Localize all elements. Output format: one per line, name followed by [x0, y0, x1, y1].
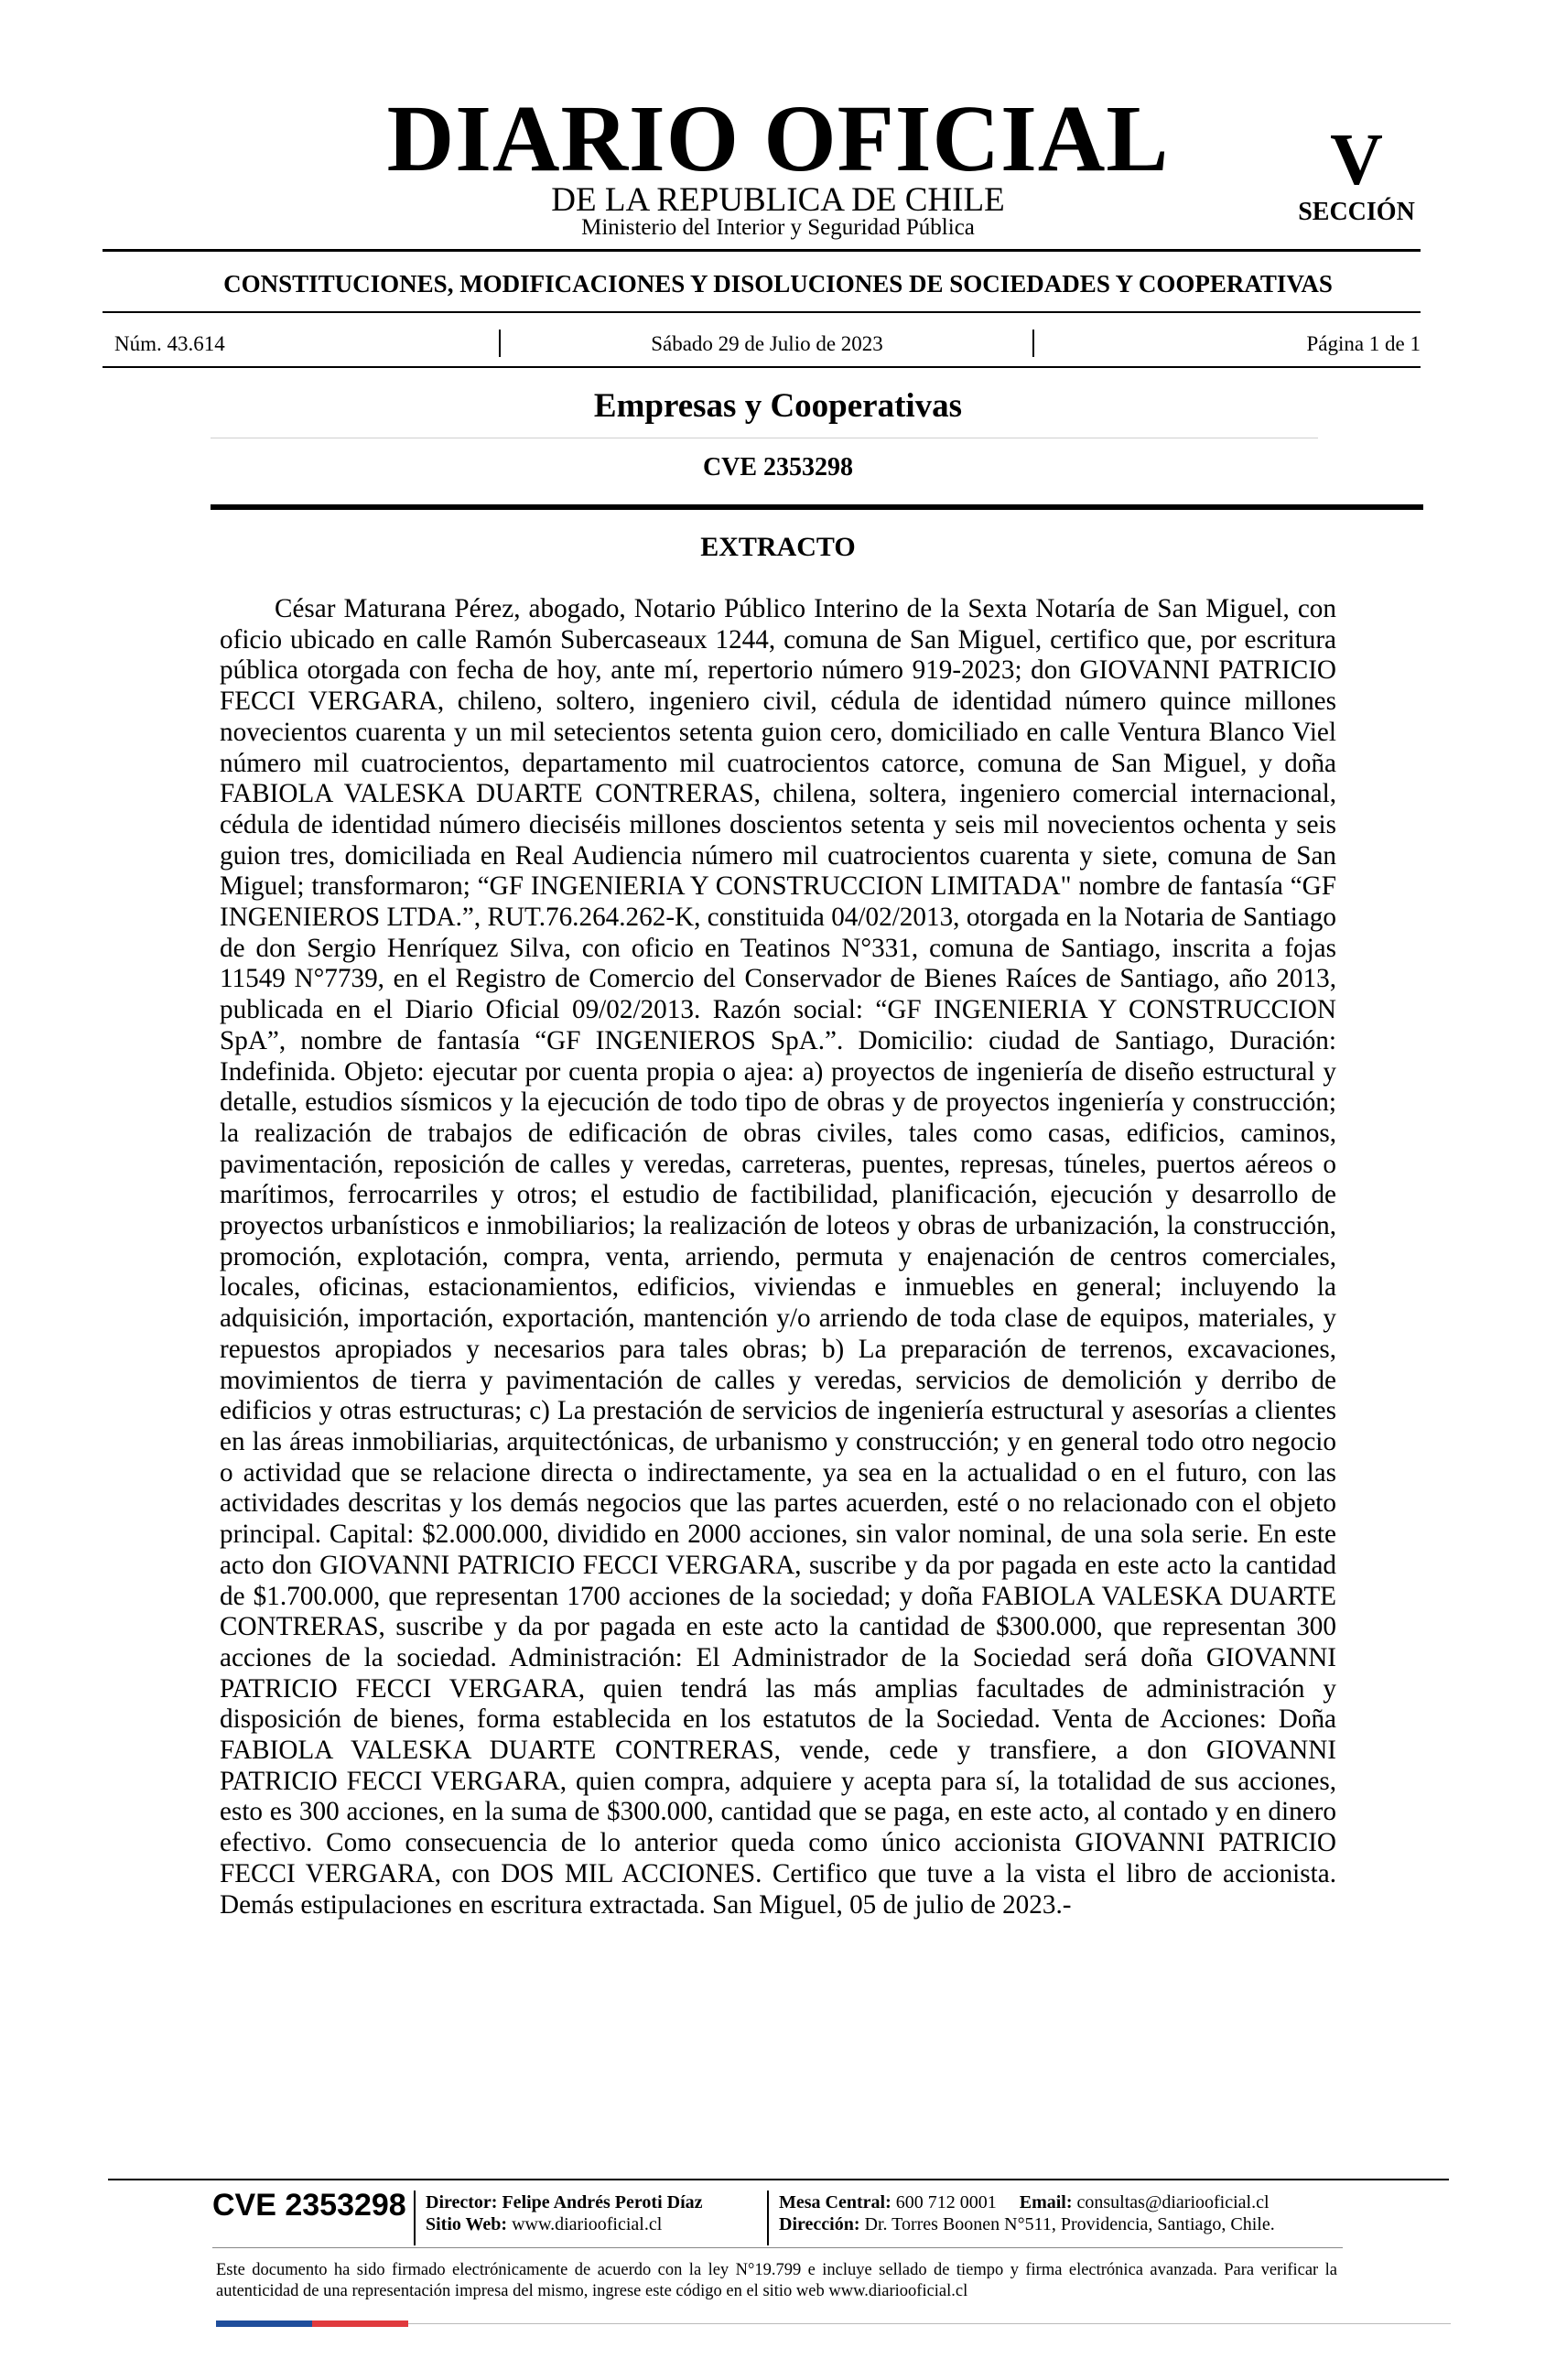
footer-rule-bottom [212, 2247, 1343, 2248]
footer-director-value: Felipe Andrés Peroti Díaz [502, 2192, 703, 2212]
header-category: CONSTITUCIONES, MODIFICACIONES Y DISOLUCIONES DE SOCIEDADES Y COOPERATIVAS [223, 270, 1333, 298]
footer-website [426, 2215, 662, 2234]
footer-divider-right [767, 2191, 769, 2245]
issue-rule [103, 366, 1421, 368]
issue-page: Página 1 de 1 [1306, 332, 1421, 355]
footer-website-label: Sitio Web: [426, 2214, 508, 2234]
footer-address-label: Dirección: [779, 2214, 860, 2234]
footer-note: Este documento ha sido firmado electrónicamente de acuerdo con la ley N°19.799 e incluye sellado de tiempo y firma electrónica avanzada. Para verificar la autenticidad de una representación impresa del mismo, ingrese este código en el sitio web www.diariooficial.cl [216, 2261, 1337, 2300]
issue-date: Sábado 29 de Julio de 2023 [651, 332, 883, 355]
masthead-title: DIARIO OFICIAL [386, 86, 1170, 191]
cve-code: CVE 2353298 [702, 453, 854, 481]
issue-divider-right [1032, 330, 1034, 357]
footer-director [426, 2193, 703, 2212]
flag-blue-stripe [216, 2320, 312, 2327]
footer-phone-value: 600 712 0001 [895, 2192, 997, 2212]
flag-bar [216, 2320, 408, 2327]
masthead-ministry: Ministerio del Interior y Seguridad Pública [581, 215, 975, 240]
footer-email-label: Email: [1019, 2192, 1073, 2212]
document-heading: EXTRACTO [700, 532, 856, 562]
section-title: Empresas y Cooperativas [593, 387, 963, 425]
footer-phone [779, 2193, 1270, 2212]
footer-website-link[interactable]: www.diariooficial.cl [512, 2214, 663, 2234]
footer-divider-left [414, 2191, 416, 2245]
footer-address [779, 2215, 1275, 2234]
section-numeral: V [1330, 120, 1383, 200]
issue-number: Núm. 43.614 [114, 332, 225, 355]
footer-rule [108, 2179, 1449, 2180]
footer-cve-code: CVE 2353298 [212, 2188, 406, 2223]
document-body: César Maturana Pérez, abogado, Notario Público Interino de la Sexta Notaría de San Miguel, con oficio ubicado en calle Ramón Subercaseaux 1244, comuna de San Miguel, certifico que, por escritura pública otorgada con fecha de hoy, ante mí, repertorio número 919-2023; don GIOVANNI PATRICIO FECCI VERGARA, chileno, soltero, ingeniero civil, cédula de identidad número quince millones novecientos cuarenta y un mil setecientos setenta guion cero, domiciliado en calle Ventura Blanco Viel número mil cuatrocientos, departamento mil cuatrocientos catorce, comuna de San Miguel, y doña FABIOLA VALESKA DUARTE CONTRERAS, chilena, soltera, ingeniero comercial internacional, cédula de identidad número dieciséis millones doscientos setenta y seis mil novecientos ochenta y seis guion tres, domiciliada en Real Audiencia número mil cuatrocientos cuarenta y siete, comuna de San Miguel; transformaron; “GF INGENIERIA Y CONSTRUCCION LIMITADA" nombre de fantasía “GF INGENIEROS LTDA.”, RUT.76.264.262-K, constituida 04/02/2013, otorgada en la Notaria de Santiago de don Sergio Henríquez Silva, con oficio en Teatinos N°331, comuna de Santiago, inscrita a fojas 11549 N°7739, en el Registro de Comercio del Conservador de Bienes Raíces de Santiago, año 2013, publicada en el Diario Oficial 09/02/2013. Razón social: “GF INGENIERIA Y CONSTRUCCION SpA”, nombre de fantasía “GF INGENIEROS SpA.”. Domicilio: ciudad de Santiago, Duración: Indefinida. Objeto: ejecutar por cuenta propia o ajea: a) proyectos de ingeniería de diseño estructural y detalle, estudios sísmicos y la ejecución de todo tipo de obras y de proyectos ingeniería y construcción; la realización de trabajos de edificación de obras civiles, tales como casas, edificios, caminos, pavimentación, reposición de calles y veredas, carreteras, puentes, represas, túneles, puertos aéreos o marítimos, ferrocarriles y otros; el estudio de factibilidad, planificación, ejecución y desarrollo de proyectos urbanísticos e inmobiliarios; la realización de loteos y obras de urbanización, la construcción, promoción, explotación, compra, venta, arriendo, permuta y enajenación de centros comerciales, locales, oficinas, estacionamientos, edificios, viviendas e inmuebles en general; incluyendo la adquisición, importación, exportación, mantención y/o arriendo de toda clase de equipos, materiales, y repuestos apropiados y necesarios para tales obras; b) La preparación de terrenos, excavaciones, movimientos de tierra y pavimentación de calles y veredas, servicios de demolición y derribo de edificios y otras estructuras; c) La prestación de servicios de ingeniería estructural y asesorías a clientes en las áreas inmobiliarias, arquitectónicas, de urbanismo y construcción; y en general todo otro negocio o actividad que se relacione directa o indirectamente, ya sea en la actualidad o en el futuro, con las actividades descritas y los demás negocios que las partes acuerden, esté o no relacionado con el objeto principal. Capital: $2.000.000, dividido en 2000 acciones, sin valor nominal, de una sola serie. En este acto don GIOVANNI PATRICIO FECCI VERGARA, suscribe y da por pagada en este acto la cantidad de $1.700.000, que representan 1700 acciones de la sociedad; y doña FABIOLA VALESKA DUARTE CONTRERAS, suscribe y da por pagada en este acto la cantidad de $300.000, que representan 300 acciones de la sociedad. Administración: El Administrador de la Sociedad será doña GIOVANNI PATRICIO FECCI VERGARA, quien tendrá las más amplias facultades de administración y disposición de bienes, forma establecida en los estatutos de la Sociedad. Venta de Acciones: Doña FABIOLA VALESKA DUARTE CONTRERAS, vende, cede y transfiere, a don GIOVANNI PATRICIO FECCI VERGARA, quien compra, adquiere y acepta para sí, la totalidad de sus acciones, esto es 300 acciones, en la suma de $300.000, cantidad que se paga, en este acto, al contado y en dinero efectivo. Como consecuencia de lo anterior queda como único accionista GIOVANNI PATRICIO FECCI VERGARA, con DOS MIL ACCIONES. Certifico que tuve a la vista el libro de accionista. Demás estipulaciones en escritura extractada. San Miguel, 05 de julio de 2023.- [220, 594, 1336, 1920]
masthead-subtitle: DE LA REPUBLICA DE CHILE [551, 181, 1005, 219]
footer-address-value: Dr. Torres Boonen N°511, Providencia, Santiago, Chile. [864, 2214, 1275, 2234]
footer-director-label: Director: [426, 2192, 498, 2212]
header-rule-mid [103, 311, 1421, 313]
footer-phone-label: Mesa Central: [779, 2192, 891, 2212]
flag-red-stripe [312, 2320, 408, 2327]
header-rule-top [103, 249, 1421, 252]
footer-email-link[interactable]: consultas@diariooficial.cl [1076, 2192, 1270, 2212]
section-label: SECCIÓN [1298, 198, 1415, 226]
footer-base-line [408, 2323, 1451, 2324]
section-rule-thick [211, 504, 1423, 510]
